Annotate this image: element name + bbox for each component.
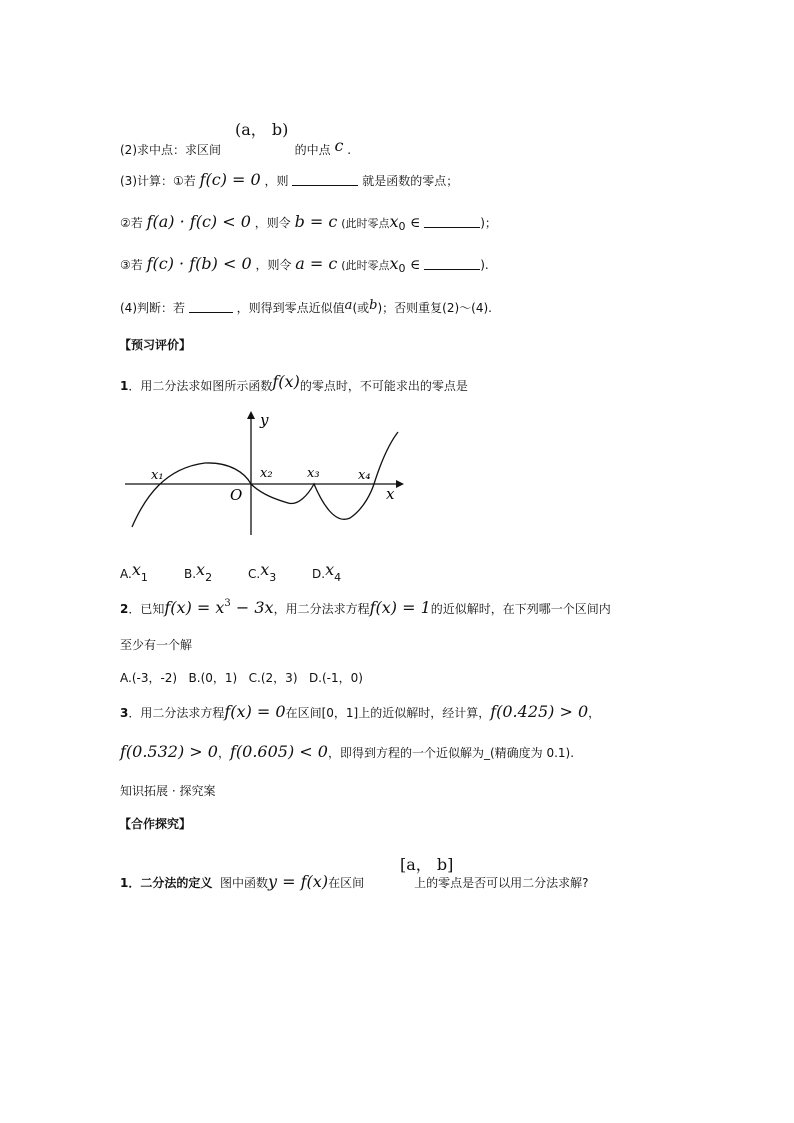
q2-text-c: 的近似解时，在下列哪一个区间内 xyxy=(430,602,611,616)
coop-q1-text-c: 上的零点是否可以用二分法求解? xyxy=(414,876,589,890)
q3-text-a: ．用二分法求方程 xyxy=(128,706,225,720)
q3-text-c: ，即得到方程的一个近似解为_(精确度为 0.1). xyxy=(327,746,575,760)
case2-assign: b = c xyxy=(294,212,338,231)
q3-num: 3 xyxy=(120,706,129,720)
q1-line xyxy=(120,372,468,394)
q1-option-c[interactable]: C.x3 xyxy=(248,560,277,584)
q2-rest: − 3x xyxy=(230,598,274,617)
q3-text-b: 在区间[0，1]上的近似解时，经计算， xyxy=(285,706,491,720)
step3-line xyxy=(120,170,458,189)
x-axis-arrow xyxy=(396,480,404,488)
zero-label-x2: x₂ xyxy=(260,466,273,481)
y-axis-arrow xyxy=(247,411,255,419)
step4-b: b xyxy=(369,298,378,313)
case3-blank[interactable] xyxy=(424,259,480,270)
step4-line xyxy=(120,298,492,316)
q3-v2: f(0.532) > 0 xyxy=(120,742,218,761)
case3-prefix: ③若 xyxy=(120,258,143,272)
case3-x0-sub: 0 xyxy=(398,262,406,275)
case3-assign: a = c xyxy=(295,254,338,273)
case3-cond: f(c) · f(b) < 0 xyxy=(146,254,252,273)
step3-cond: f(c) = 0 xyxy=(199,170,261,189)
case3-end: ). xyxy=(480,258,489,272)
q3-comma: ， xyxy=(588,706,601,720)
coop-q1-line xyxy=(120,872,588,891)
zero-label-x4: x₄ xyxy=(358,468,371,483)
step3-suffix: 就是函数的零点； xyxy=(362,174,459,188)
case2-in: ∈ xyxy=(405,215,421,231)
q2-line xyxy=(120,598,611,617)
q1-option-a[interactable]: A.x1 xyxy=(120,560,148,584)
step2-var: c xyxy=(334,136,344,155)
section-title: 知识拓展 · 探究案 xyxy=(120,784,216,798)
step4-blank[interactable] xyxy=(189,302,233,313)
coop-q1-func: y = f(x) xyxy=(268,872,329,891)
case2-note: (此时零点 xyxy=(341,217,390,230)
case2-line xyxy=(120,212,497,233)
step2-suffix: 的中点 xyxy=(294,143,331,157)
q2-func: f(x) = x xyxy=(164,598,225,617)
step2-prefix: (2)求中点：求区间 xyxy=(120,143,221,157)
step3-mid: ，则 xyxy=(264,174,289,188)
q1-option-d[interactable]: D.x4 xyxy=(312,560,342,584)
step4-or: (或 xyxy=(352,301,370,315)
q1-option-b[interactable]: B.x2 xyxy=(184,560,213,584)
case3-in: ∈ xyxy=(405,257,421,273)
case2-prefix: ②若 xyxy=(120,216,143,230)
q1-options xyxy=(120,560,376,584)
zero-label-x1: x₁ xyxy=(151,468,164,483)
q2-exp: 3 xyxy=(224,598,231,609)
q2-options[interactable]: A.(-3，-2) B.(0，1) C.(2，3) D.(-1，0) xyxy=(120,671,363,685)
q2-line2: 至少有一个解 xyxy=(120,638,193,652)
q3-line xyxy=(120,702,600,721)
step4-a: a xyxy=(344,298,353,313)
step2-interval: (a， b) xyxy=(235,120,289,139)
q1-text-a: ．用二分法求如图所示函数 xyxy=(128,379,273,393)
q3-line2 xyxy=(120,742,574,761)
q2-num: 2 xyxy=(120,602,129,616)
coop-q1-text-b: 在区间 xyxy=(328,876,365,890)
q2-text-a: ．已知 xyxy=(128,602,165,616)
case3-note: (此时零点 xyxy=(341,259,390,272)
preview-heading: 【预习评价】 xyxy=(119,338,192,352)
zero-label-x3: x₃ xyxy=(307,466,320,481)
coop-heading: 【合作探究】 xyxy=(119,817,192,831)
step3-blank[interactable] xyxy=(292,175,358,186)
case2-blank[interactable] xyxy=(424,217,480,228)
coop-q1-text-a: 图中函数 xyxy=(212,876,269,890)
step2-line xyxy=(120,136,351,158)
x-axis-label: x xyxy=(386,485,395,503)
function-graph xyxy=(120,405,420,535)
y-axis-label: y xyxy=(260,411,269,429)
case3-x0: x xyxy=(389,254,399,273)
case2-x0: x xyxy=(389,212,399,231)
case3-mid: ，则令 xyxy=(255,258,292,272)
origin-label: O xyxy=(230,486,243,504)
q2-text-b: ，用二分法求方程 xyxy=(273,602,370,616)
case2-end: )； xyxy=(480,216,497,230)
step3-prefix: (3)计算：①若 xyxy=(120,174,196,188)
coop-q1-interval: [a， b] xyxy=(400,855,454,874)
q3-comma2: ， xyxy=(217,746,230,760)
step4-prefix: (4)判断：若 xyxy=(120,301,185,315)
q1-text-b: 的零点时，不可能求出的零点是 xyxy=(299,379,468,393)
coop-q1-num: 1 xyxy=(120,876,129,890)
q1-func: f(x) xyxy=(272,372,300,391)
q1-num: 1 xyxy=(120,379,129,393)
case2-x0-sub: 0 xyxy=(398,220,406,233)
q3-v1: f(0.425) > 0 xyxy=(490,702,589,721)
step2-end: . xyxy=(347,143,352,157)
q2-eq: f(x) = 1 xyxy=(369,598,431,617)
case2-mid: ，则令 xyxy=(254,216,291,230)
case3-line xyxy=(120,254,489,275)
case2-cond: f(a) · f(c) < 0 xyxy=(146,212,251,231)
q3-eq: f(x) = 0 xyxy=(224,702,286,721)
step4-mid: ，则得到零点近似值 xyxy=(236,301,345,315)
q3-v3: f(0.605) < 0 xyxy=(229,742,328,761)
coop-q1-title: ．二分法的定义 xyxy=(128,876,213,890)
step4-suffix: )；否则重复(2)～(4). xyxy=(377,301,492,315)
